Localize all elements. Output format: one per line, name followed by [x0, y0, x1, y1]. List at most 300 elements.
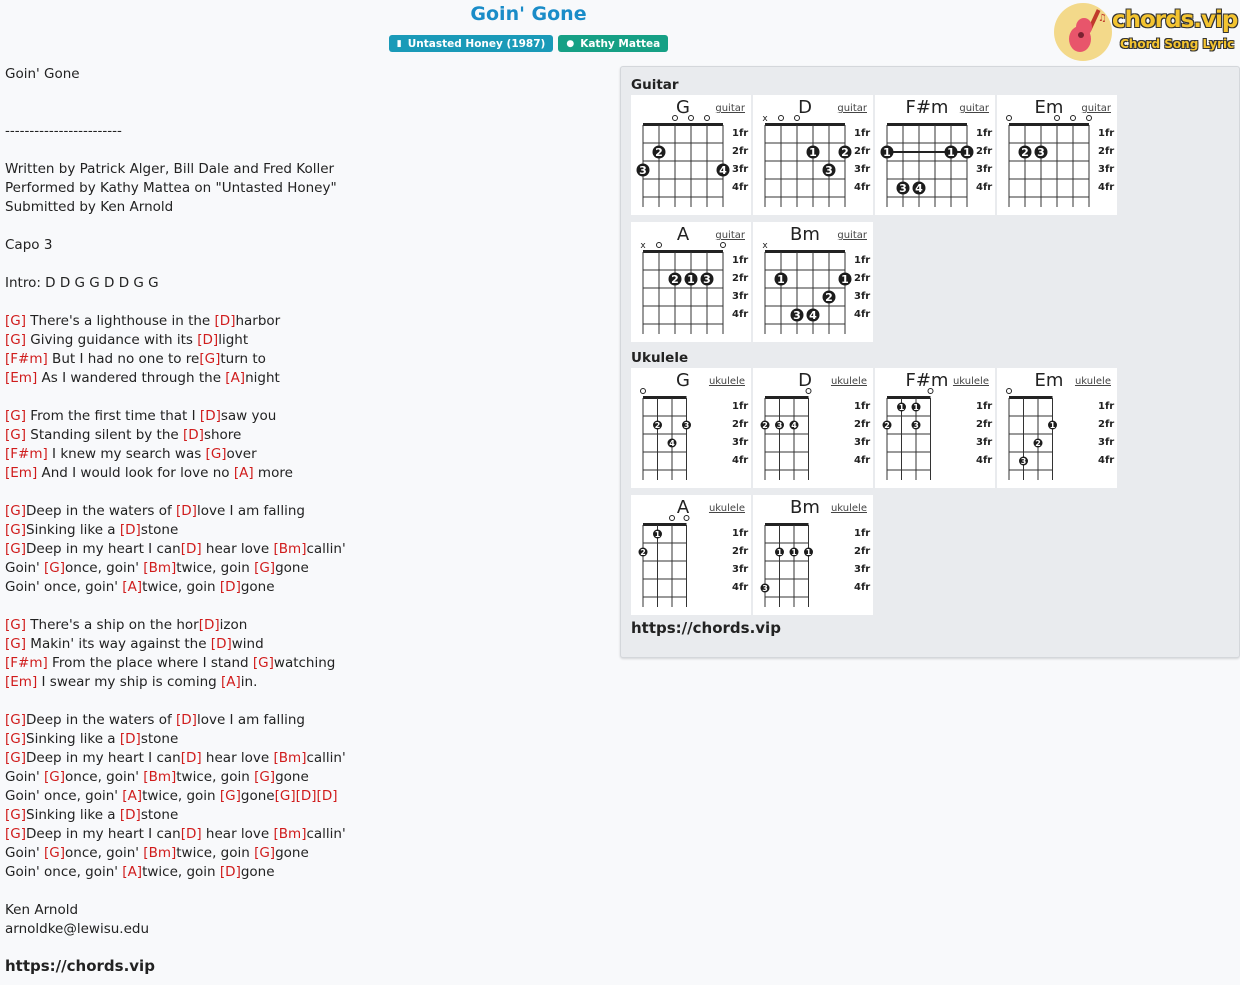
song-badges — [0, 35, 1057, 52]
lyric-line — [5, 293, 605, 312]
chord-link[interactable]: [G] — [254, 845, 276, 861]
lyric-text: in. — [240, 674, 258, 690]
lyric-line — [5, 749, 605, 768]
chord-diagram-guitar-g[interactable] — [631, 95, 751, 215]
open-string-mark — [689, 116, 694, 121]
finger-number: 4 — [669, 439, 675, 448]
instrument-link[interactable]: ukulele — [708, 376, 745, 387]
chord-name: A — [676, 497, 690, 518]
instrument-link[interactable]: guitar — [837, 230, 867, 241]
finger-number: 2 — [1035, 439, 1041, 448]
fret-label: 4fr — [976, 455, 993, 466]
lyric-line — [5, 540, 605, 559]
chord-link[interactable]: [Em] — [5, 370, 38, 386]
fret-label: 3fr — [732, 291, 749, 302]
panel-url[interactable]: https://chords.vip — [631, 619, 781, 637]
fret-label: 3fr — [1098, 437, 1115, 448]
chord-link[interactable]: [D] — [199, 408, 221, 424]
chord-diagram-ukulele-bm[interactable] — [753, 495, 873, 615]
muted-string-mark: x — [762, 114, 768, 124]
chord-link[interactable]: [F#m] — [5, 351, 48, 367]
chord-link[interactable]: [Bm] — [143, 845, 177, 861]
chord-link[interactable]: [Em] — [5, 465, 38, 481]
chord-link[interactable]: [D] — [183, 427, 204, 443]
muted-string-mark: x — [640, 241, 646, 251]
lyric-text: turn to — [220, 351, 266, 367]
finger-number: 3 — [776, 421, 783, 430]
fret-label: 1fr — [732, 128, 749, 139]
chord-link[interactable]: [Bm] — [273, 750, 307, 766]
fret-label: 2fr — [732, 419, 749, 430]
lyric-text: Deep in the waters of — [26, 712, 177, 728]
lyric-text: shore — [203, 427, 242, 443]
finger-number: 2 — [655, 146, 663, 159]
open-string-mark — [673, 116, 678, 121]
chord-name: D — [798, 97, 812, 118]
chord-link[interactable]: [G] — [5, 332, 26, 348]
chord-diagram-guitar-d[interactable] — [753, 95, 873, 215]
lyric-text: Deep in my heart I can — [26, 750, 181, 766]
lyric-text: Makin' its way against the — [26, 636, 211, 652]
lyric-line — [5, 445, 605, 464]
lyric-text: gone — [275, 560, 309, 576]
fret-label: 1fr — [1098, 128, 1115, 139]
lyric-line — [5, 616, 605, 635]
chord-link[interactable]: [A] — [221, 674, 241, 690]
artist-badge[interactable] — [558, 35, 668, 52]
finger-number: 2 — [841, 146, 849, 159]
lyric-text: Capo 3 — [5, 237, 53, 253]
lyric-line — [5, 825, 605, 844]
nut — [1009, 123, 1089, 126]
chord-link[interactable]: [D] — [198, 617, 220, 633]
open-string-mark — [1007, 389, 1012, 394]
fret-label: 2fr — [976, 419, 993, 430]
lyric-line — [5, 863, 605, 882]
chord-name: Em — [1034, 370, 1064, 391]
instrument-link[interactable]: guitar — [959, 103, 989, 114]
lyric-text: Sinking like a — [26, 807, 120, 823]
chord-diagram-guitar-bm[interactable] — [753, 222, 873, 342]
chord-name: A — [676, 224, 690, 245]
song-title: Goin' Gone — [470, 3, 587, 25]
fret-label: 2fr — [1098, 419, 1115, 430]
chord-link[interactable]: [G] — [5, 313, 26, 329]
fret-label: 4fr — [1098, 182, 1115, 193]
chord-name: F#m — [905, 97, 949, 118]
chord-link[interactable]: [G] — [5, 541, 26, 557]
finger-number: 1 — [883, 146, 891, 159]
site-logo[interactable] — [1054, 3, 1240, 63]
svg-text:♫: ♫ — [1098, 13, 1107, 24]
chord-link[interactable]: [D] — [316, 788, 338, 804]
guitar-section-label: Guitar — [631, 77, 679, 93]
fret-label: 3fr — [976, 437, 993, 448]
lyric-line — [5, 578, 605, 597]
chord-link[interactable]: [F#m] — [5, 446, 48, 462]
lyric-text: gone — [240, 579, 275, 595]
lyric-text: twice, goin — [176, 845, 255, 861]
open-string-mark — [1087, 116, 1092, 121]
finger-number: 4 — [809, 309, 817, 322]
fret-label: 3fr — [732, 164, 749, 175]
finger-number: 1 — [654, 530, 661, 539]
artist-badge-label: Kathy Mattea — [580, 37, 661, 50]
lyric-line — [5, 673, 605, 692]
lyric-text: love I am falling — [196, 712, 305, 728]
lyric-line — [5, 65, 605, 84]
open-string-mark — [721, 243, 726, 248]
chord-link[interactable]: [G] — [5, 750, 26, 766]
finger-number: 3 — [683, 421, 690, 430]
lyric-line — [5, 426, 605, 445]
chord-name: Em — [1034, 97, 1064, 118]
lyric-text: callin' — [306, 750, 346, 766]
chord-name: G — [676, 97, 690, 118]
finger-number: 3 — [1037, 146, 1045, 159]
fret-label: 3fr — [732, 437, 749, 448]
fret-label: 1fr — [976, 401, 993, 412]
muted-string-mark: x — [762, 241, 768, 251]
chord-link[interactable]: [A] — [225, 370, 246, 386]
nut — [765, 250, 845, 253]
lyric-text: From the place where I stand — [47, 655, 253, 671]
lyric-text: Goin' — [5, 845, 45, 861]
chord-link[interactable]: [Bm] — [273, 541, 307, 557]
lyric-text: There's a ship on the hor — [26, 617, 199, 633]
lyric-line — [5, 559, 605, 578]
instrument-link[interactable]: guitar — [1081, 103, 1111, 114]
lyric-text: arnoldke@lewisu.edu — [5, 921, 150, 937]
finger-number: 1 — [791, 548, 797, 557]
lyric-text: night — [245, 370, 280, 386]
chord-link[interactable]: [Em] — [5, 674, 38, 690]
open-string-mark — [795, 116, 800, 121]
finger-number: 1 — [1049, 421, 1056, 430]
book-icon: ▮ — [396, 38, 402, 49]
lyric-text: Written by Patrick Alger, Bill Dale and Fred Koller — [5, 161, 335, 177]
lyric-text: And I would look for love no — [37, 465, 234, 481]
chord-link[interactable]: [G] — [5, 636, 26, 652]
chord-link[interactable]: [D] — [219, 579, 241, 595]
nut — [643, 523, 687, 526]
chord-link[interactable]: [G] — [44, 769, 66, 785]
chord-link[interactable]: [G] — [5, 503, 26, 519]
open-string-mark — [657, 243, 662, 248]
album-badge[interactable] — [389, 35, 554, 52]
chord-link[interactable]: [A] — [122, 579, 143, 595]
instrument-link[interactable]: ukulele — [708, 503, 745, 514]
lyric-text: stone — [140, 807, 179, 823]
finger-number: 4 — [791, 421, 797, 430]
chord-diagram-guitar-em[interactable] — [997, 95, 1117, 215]
fret-label: 2fr — [732, 273, 749, 284]
open-string-mark — [705, 116, 710, 121]
lyric-text: watching — [273, 655, 336, 671]
chord-link[interactable]: [G] — [44, 845, 66, 861]
finger-number: 3 — [793, 309, 801, 322]
lyric-line — [5, 84, 605, 103]
chord-link[interactable]: [G] — [5, 731, 26, 747]
lyric-text: Deep in my heart I can — [26, 541, 181, 557]
finger-number: 1 — [898, 403, 905, 412]
lyric-text: gone — [240, 864, 275, 880]
chord-link[interactable]: [D] — [197, 332, 219, 348]
fret-label: 1fr — [854, 128, 871, 139]
instrument-link[interactable]: ukulele — [830, 503, 867, 514]
nut — [887, 396, 931, 399]
finger-number: 1 — [963, 146, 971, 159]
chord-name: F#m — [905, 370, 949, 391]
lyric-text: hear love — [201, 826, 274, 842]
fret-label: 4fr — [854, 582, 871, 593]
fret-label: 1fr — [732, 255, 749, 266]
lyric-line — [5, 635, 605, 654]
lyric-line — [5, 122, 605, 141]
finger-number: 1 — [947, 146, 955, 159]
lyric-line — [5, 806, 605, 825]
lyric-text: twice, goin — [142, 788, 220, 804]
chord-link[interactable]: [D] — [180, 750, 202, 766]
finger-number: 4 — [719, 164, 727, 177]
open-string-mark — [641, 389, 646, 394]
fret-label: 1fr — [976, 128, 993, 139]
fret-label: 3fr — [854, 291, 871, 302]
chord-link[interactable]: [Bm] — [143, 560, 177, 576]
fret-label: 3fr — [1098, 164, 1115, 175]
lyric-text: gone — [240, 788, 275, 804]
lyric-text: twice, goin — [142, 864, 220, 880]
user-icon: ● — [566, 38, 575, 49]
nut — [765, 396, 809, 399]
finger-number: 1 — [913, 403, 919, 412]
logo-text: chords.vip — [1112, 7, 1238, 33]
lyric-text: Goin' once, goin' — [5, 788, 123, 804]
chord-diagram-ukulele-fsharpm[interactable] — [875, 368, 995, 488]
chord-link[interactable]: [D] — [210, 636, 232, 652]
lyric-line — [5, 255, 605, 274]
fret-label: 4fr — [976, 182, 993, 193]
lyric-text: stone — [140, 522, 179, 538]
chord-diagram-ukulele-em[interactable] — [997, 368, 1117, 488]
lyric-line — [5, 179, 605, 198]
lyric-line — [5, 730, 605, 749]
lyric-line — [5, 369, 605, 388]
chord-name: G — [676, 370, 690, 391]
lyric-line — [5, 103, 605, 122]
lyric-line — [5, 844, 605, 863]
chord-link[interactable]: [G] — [219, 788, 241, 804]
fret-label: 2fr — [732, 546, 749, 557]
fret-label: 3fr — [854, 437, 871, 448]
finger-number: 2 — [884, 421, 890, 430]
lyric-text: once, goin' — [65, 769, 144, 785]
chord-link[interactable]: [D] — [180, 541, 202, 557]
lyric-text: twice, goin — [176, 560, 255, 576]
chord-link[interactable]: [G] — [5, 427, 26, 443]
chord-link[interactable]: [G] — [205, 446, 227, 462]
finger-number: 2 — [825, 291, 833, 304]
chord-link[interactable]: [A] — [122, 788, 143, 804]
chord-diagram-ukulele-g[interactable] — [631, 368, 751, 488]
fret-label: 4fr — [854, 455, 871, 466]
lyric-text: I knew my search was — [47, 446, 206, 462]
album-badge-label: Untasted Honey (1987) — [407, 37, 546, 50]
chord-link[interactable]: [G] — [5, 522, 26, 538]
chord-link[interactable]: [D] — [219, 864, 241, 880]
chord-link[interactable]: [D] — [214, 313, 236, 329]
finger-number: 2 — [654, 421, 661, 430]
instrument-link[interactable]: guitar — [715, 230, 745, 241]
lyric-text: There's a lighthouse in the — [26, 313, 215, 329]
chord-link[interactable]: [G] — [254, 769, 276, 785]
lyric-text: Goin' — [5, 560, 45, 576]
chord-link[interactable]: [A] — [122, 864, 143, 880]
chord-diagram-guitar-a[interactable] — [631, 222, 751, 342]
ukulele-logo-icon — [1054, 3, 1112, 61]
lyric-text: Giving guidance with its — [26, 332, 198, 348]
fret-label: 3fr — [732, 564, 749, 575]
finger-number: 1 — [687, 273, 695, 286]
chord-name: Bm — [790, 224, 820, 245]
lyric-text: Goin' — [5, 769, 45, 785]
finger-number: 3 — [825, 164, 833, 177]
fret-label: 4fr — [732, 582, 749, 593]
finger-number: 2 — [1021, 146, 1029, 159]
chord-link[interactable]: [A] — [233, 465, 254, 481]
lyric-text: over — [226, 446, 257, 462]
chord-diagram-ukulele-d[interactable] — [753, 368, 873, 488]
fret-label: 1fr — [854, 255, 871, 266]
fret-label: 1fr — [732, 401, 749, 412]
fret-label: 4fr — [1098, 455, 1115, 466]
chord-link[interactable]: [G] — [5, 712, 26, 728]
footer-url[interactable]: https://chords.vip — [5, 957, 155, 975]
nut — [887, 123, 967, 126]
open-string-mark — [1071, 116, 1076, 121]
finger-number: 2 — [762, 421, 768, 430]
lyric-line — [5, 787, 605, 806]
lyric-line — [5, 920, 605, 939]
finger-number: 3 — [913, 421, 919, 430]
chord-link[interactable]: [F#m] — [5, 655, 48, 671]
chord-link[interactable]: [D] — [119, 522, 141, 538]
logo-subtext: Chord Song Lyric — [1120, 37, 1235, 51]
instrument-link[interactable]: ukulele — [952, 376, 989, 387]
fret-label: 4fr — [732, 309, 749, 320]
lyric-text: Deep in my heart I can — [26, 826, 181, 842]
chord-link[interactable]: [G] — [199, 351, 221, 367]
lyric-text: once, goin' — [65, 560, 144, 576]
chord-link[interactable]: [G] — [252, 655, 274, 671]
fret-label: 2fr — [854, 273, 871, 284]
instrument-link[interactable]: guitar — [715, 103, 745, 114]
fret-label: 4fr — [854, 182, 871, 193]
lyric-text: Intro: D D G G D D G G — [5, 275, 159, 291]
lyric-text: twice, goin — [142, 579, 220, 595]
lyric-line — [5, 882, 605, 901]
ukulele-section-label: Ukulele — [631, 350, 689, 366]
chord-link[interactable]: [D] — [180, 826, 202, 842]
instrument-link[interactable]: ukulele — [830, 376, 867, 387]
finger-number: 3 — [762, 584, 768, 593]
lyric-text: Goin' once, goin' — [5, 864, 123, 880]
chord-link[interactable]: [D] — [176, 503, 197, 519]
lyric-text: Ken Arnold — [5, 902, 79, 918]
finger-number: 2 — [671, 273, 679, 286]
fret-label: 4fr — [854, 309, 871, 320]
lyric-line — [5, 312, 605, 331]
finger-number: 1 — [805, 548, 812, 557]
finger-number: 3 — [639, 164, 647, 177]
lyric-line — [5, 331, 605, 350]
chord-link[interactable]: [D] — [119, 807, 141, 823]
instrument-link[interactable]: guitar — [837, 103, 867, 114]
lyric-text: gone — [275, 845, 309, 861]
lyric-line — [5, 350, 605, 369]
chord-link[interactable]: [D] — [119, 731, 141, 747]
lyric-text: Goin' once, goin' — [5, 579, 123, 595]
lyric-text: Sinking like a — [26, 522, 120, 538]
lyric-text: As I wandered through the — [37, 370, 226, 386]
lyric-text: ------------------------ — [5, 123, 122, 139]
fret-label: 1fr — [854, 401, 871, 412]
chord-link[interactable]: [G] — [5, 408, 26, 424]
lyric-text: izon — [219, 617, 248, 633]
lyric-text: But I had no one to re — [47, 351, 200, 367]
nut — [643, 250, 723, 253]
chord-link[interactable]: [G] — [5, 807, 26, 823]
chord-diagram-ukulele-a[interactable] — [631, 495, 751, 615]
instrument-link[interactable]: ukulele — [1074, 376, 1111, 387]
lyric-text: wind — [231, 636, 264, 652]
chord-link[interactable]: [G] — [44, 560, 66, 576]
lyric-text: gone — [275, 769, 309, 785]
lyric-text: Submitted by Ken Arnold — [5, 199, 174, 215]
lyric-text: twice, goin — [176, 769, 255, 785]
fret-label: 4fr — [732, 455, 749, 466]
lyric-line — [5, 901, 605, 920]
chord-diagram-guitar-fsharpm[interactable] — [875, 95, 995, 215]
chord-link[interactable]: [G] — [274, 788, 296, 804]
lyric-text: From the first time that I — [26, 408, 200, 424]
lyric-line — [5, 388, 605, 407]
chord-link[interactable]: [D] — [295, 788, 317, 804]
fret-label: 2fr — [1098, 146, 1115, 157]
open-string-mark — [670, 516, 675, 521]
nut — [765, 123, 845, 126]
chord-link[interactable]: [D] — [176, 712, 197, 728]
lyric-text: Deep in the waters of — [26, 503, 177, 519]
lyric-line — [5, 198, 605, 217]
chord-link[interactable]: [Bm] — [273, 826, 307, 842]
chord-link[interactable]: [G] — [254, 560, 276, 576]
chord-link[interactable]: [Bm] — [143, 769, 177, 785]
fret-label: 3fr — [854, 164, 871, 175]
lyric-line — [5, 236, 605, 255]
nut — [643, 123, 723, 126]
chord-link[interactable]: [G] — [5, 826, 26, 842]
chord-diagram-panel — [620, 66, 1240, 658]
nut — [765, 523, 809, 526]
fret-label: 2fr — [854, 419, 871, 430]
lyric-line — [5, 654, 605, 673]
chord-link[interactable]: [G] — [5, 617, 26, 633]
fret-label: 2fr — [732, 146, 749, 157]
lyric-line — [5, 521, 605, 540]
lyric-line — [5, 407, 605, 426]
lyric-text: Sinking like a — [26, 731, 120, 747]
